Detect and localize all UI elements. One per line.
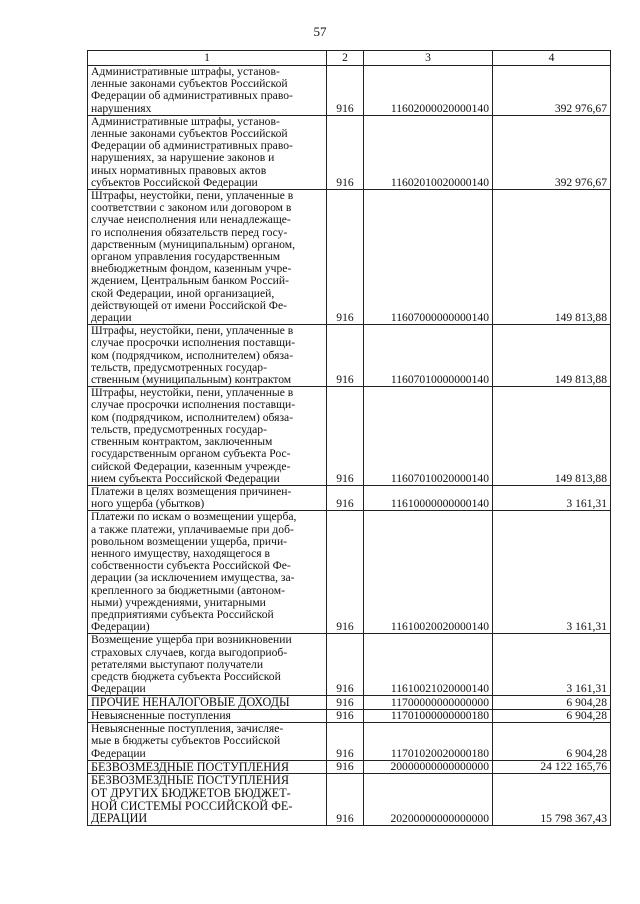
row-admin-code: 916: [327, 485, 364, 510]
row-admin-code: 916: [327, 774, 364, 825]
row-amount: 3 161,31: [493, 485, 611, 510]
row-budget-code: 11607000000000140: [364, 190, 493, 325]
row-budget-code: 20200000000000000: [364, 774, 493, 825]
table-row: [88, 634, 611, 696]
row-amount: 149 813,88: [493, 325, 611, 387]
row-name: Платежи по искам о возмещении ущерба, а также платежи, уплачиваемые при доб- ровольном возмещении ущерба, причи- ненного имуществу, находящегося в собственности субъекта Российской Фе- дерации (за исключением имущества, за- крепленного за бюджетными (автоном- ными) учреждениями, унитарными предприятиями субъекта Российской Федерации): [88, 511, 327, 634]
column-header-2: 2: [327, 51, 364, 66]
row-amount: 3 161,31: [493, 634, 611, 696]
row-amount: 149 813,88: [493, 190, 611, 325]
row-name: Административные штрафы, установ- ленные законами субъектов Российской Федерации об административных право- нарушениях: [88, 66, 327, 116]
row-amount: 3 161,31: [493, 511, 611, 634]
table-row: [88, 511, 611, 634]
header-row: [88, 51, 611, 66]
row-name: БЕЗВОЗМЕЗДНЫЕ ПОСТУПЛЕНИЯ ОТ ДРУГИХ БЮДЖЕТОВ БЮДЖЕТ- НОЙ СИСТЕМЫ РОССИЙСКОЙ ФЕ- ДЕРАЦИИ: [88, 774, 327, 825]
table-row: [88, 723, 611, 761]
row-name: Административные штрафы, установ- ленные законами субъектов Российской Федерации об административных право- нарушениях, за нарушение законов и иных нормативных правовых актов субъектов Российской Федерации: [88, 115, 327, 189]
row-budget-code: 11607010020000140: [364, 387, 493, 486]
row-name: Штрафы, неустойки, пени, уплаченные в случае просрочки исполнения поставщи- ком (подрядчиком, исполнителем) обяза- тельств, предусмотренных государ- ственным (муниципальным) контрактом: [88, 325, 327, 387]
column-header-1: 1: [88, 51, 327, 66]
row-amount: 6 904,28: [493, 696, 611, 710]
row-amount: 392 976,67: [493, 66, 611, 116]
row-budget-code: 11610021020000140: [364, 634, 493, 696]
row-admin-code: 916: [327, 66, 364, 116]
row-amount: 6 904,28: [493, 709, 611, 722]
row-admin-code: 916: [327, 760, 364, 774]
row-admin-code: 916: [327, 325, 364, 387]
table-row: [88, 760, 611, 774]
table-row: [88, 190, 611, 325]
row-name: Штрафы, неустойки, пени, уплаченные в случае просрочки исполнения поставщи- ком (подрядчиком, исполнителем) обяза- тельств, предусмотренных государ- ственным контрактом, заключенным государственным органом субъекта Рос- сийской Федерации, казенным учрежде- нием субъекта Российской Федерации: [88, 387, 327, 486]
row-admin-code: 916: [327, 190, 364, 325]
table-row: [88, 696, 611, 710]
table-row: [88, 387, 611, 486]
row-admin-code: 916: [327, 723, 364, 761]
column-header-4: 4: [493, 51, 611, 66]
row-name: Штрафы, неустойки, пени, уплаченные в соответствии с законом или договором в случае неисполнения или ненадлежаще- го исполнения обязательств перед госу- дарственным (муниципальным) органом, органом управления государственным внебюджетным фондом, казенным учре- ждением, Центральным банком Россий- ской Федерации, иной организацией, действующей от имени Российской Фе- дерации: [88, 190, 327, 325]
row-admin-code: 916: [327, 634, 364, 696]
row-amount: 6 904,28: [493, 723, 611, 761]
row-budget-code: 20000000000000000: [364, 760, 493, 774]
row-name: Невыясненные поступления: [88, 709, 327, 722]
column-header-3: 3: [364, 51, 493, 66]
table-row: [88, 66, 611, 116]
table-row: [88, 709, 611, 722]
page-number: 57: [313, 24, 327, 39]
row-budget-code: 11700000000000000: [364, 696, 493, 710]
row-name: ПРОЧИЕ НЕНАЛОГОВЫЕ ДОХОДЫ: [88, 696, 327, 710]
row-budget-code: 11602010020000140: [364, 115, 493, 189]
table-row: [88, 325, 611, 387]
row-admin-code: 916: [327, 387, 364, 486]
row-budget-code: 11610020020000140: [364, 511, 493, 634]
row-amount: 15 798 367,43: [493, 774, 611, 825]
row-amount: 149 813,88: [493, 387, 611, 486]
row-admin-code: 916: [327, 115, 364, 189]
row-budget-code: 11701020020000180: [364, 723, 493, 761]
table-row: [88, 774, 611, 825]
row-budget-code: 11610000000000140: [364, 485, 493, 510]
row-amount: 392 976,67: [493, 115, 611, 189]
row-budget-code: 11701000000000180: [364, 709, 493, 722]
budget-table: [87, 50, 611, 826]
row-name: Платежи в целях возмещения причинен- ного ущерба (убытков): [88, 485, 327, 510]
row-name: Возмещение ущерба при возникновении страховых случаев, когда выгодоприоб- ретателями выступают получатели средств бюджета субъекта Российской Федерации: [88, 634, 327, 696]
row-amount: 24 122 165,76: [493, 760, 611, 774]
row-admin-code: 916: [327, 511, 364, 634]
row-admin-code: 916: [327, 696, 364, 710]
row-budget-code: 11602000020000140: [364, 66, 493, 116]
table-row: [88, 115, 611, 189]
table-row: [88, 485, 611, 510]
row-name: БЕЗВОЗМЕЗДНЫЕ ПОСТУПЛЕНИЯ: [88, 760, 327, 774]
row-admin-code: 916: [327, 709, 364, 722]
row-budget-code: 11607010000000140: [364, 325, 493, 387]
row-name: Невыясненные поступления, зачисляе- мые в бюджеты субъектов Российской Федерации: [88, 723, 327, 761]
